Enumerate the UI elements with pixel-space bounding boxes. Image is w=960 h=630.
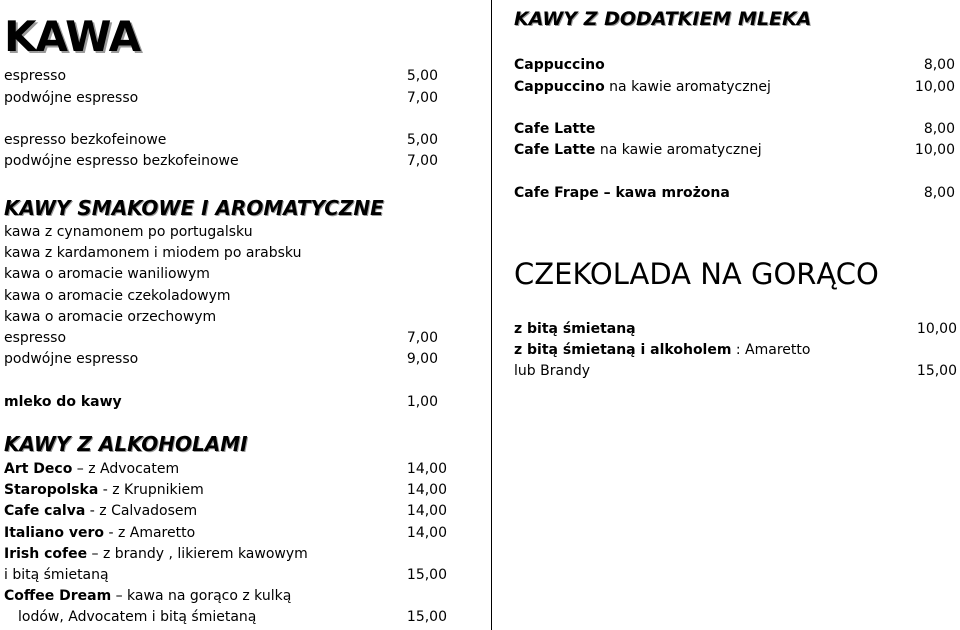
menu-item-milk-addon [4, 392, 438, 413]
item-name: podwójne espresso [4, 90, 139, 106]
menu-item [4, 307, 438, 328]
menu-item [514, 183, 955, 204]
item-desc: lodów, Advocatem i bitą śmietaną [18, 609, 257, 625]
item-name: kawa o aromacie orzechowym [4, 309, 217, 325]
menu-item [4, 130, 438, 151]
item-name: kawa z kardamonem i miodem po arabsku [4, 245, 302, 261]
item-name-bold: Irish cofee [4, 546, 88, 562]
menu-item [4, 328, 438, 349]
item-price: 9,00 [406, 351, 438, 367]
item-desc: – z brandy , likierem kawowym [87, 546, 308, 562]
item-name-bold: Cappuccino [514, 57, 605, 73]
item-name: espresso [4, 330, 67, 346]
item-desc: : Amaretto [731, 342, 811, 358]
item-name-bold: Cafe calva [4, 503, 86, 519]
section-title-chocolate: CZEKOLADA NA GORĄCO [514, 257, 879, 291]
menu-item [514, 340, 957, 361]
item-price: 5,00 [406, 132, 438, 148]
item-name: kawa o aromacie czekoladowym [4, 288, 231, 304]
menu-item [4, 88, 438, 109]
item-price: 14,00 [406, 482, 447, 498]
item-desc: - z Amaretto [104, 525, 196, 541]
menu-item [18, 607, 447, 628]
item-name: kawa o aromacie waniliowym [4, 266, 210, 282]
menu-item [514, 140, 955, 161]
item-name-bold: Cafe Latte [514, 121, 596, 137]
item-price: 8,00 [923, 185, 955, 201]
item-name-bold: Art Deco [4, 461, 73, 477]
item-price: 7,00 [406, 153, 438, 169]
item-price: 7,00 [406, 90, 438, 106]
item-desc: – z Advocatem [72, 461, 180, 477]
item-price: 14,00 [406, 525, 447, 541]
menu-item [4, 501, 447, 522]
item-price: 10,00 [914, 79, 955, 95]
item-name-bold: Cappuccino [514, 79, 605, 95]
item-price: 8,00 [923, 121, 955, 137]
item-name-bold: Cafe Frape – kawa mrożona [514, 185, 730, 201]
item-price: 5,00 [406, 68, 438, 84]
item-name: espresso bezkofeinowe [4, 132, 167, 148]
menu-item [514, 77, 955, 98]
menu-item [514, 119, 955, 140]
menu-item [4, 586, 447, 607]
menu-item [4, 151, 438, 172]
item-name-bold: Cafe Latte [514, 142, 596, 158]
menu-title: KAWA [4, 12, 141, 61]
menu-item [514, 319, 957, 340]
item-name: podwójne espresso [4, 351, 139, 367]
menu-item [4, 459, 447, 480]
section-title-alcohol: KAWY Z ALKOHOLAMI [4, 432, 248, 456]
item-name: mleko do kawy [4, 394, 122, 410]
item-price: 15,00 [406, 609, 447, 625]
item-price: 15,00 [406, 567, 447, 583]
item-desc: - z Calvadosem [85, 503, 198, 519]
menu-item [4, 480, 447, 501]
item-desc: na kawie aromatycznej [604, 79, 771, 95]
menu-item [514, 55, 955, 76]
item-name-bold: Coffee Dream [4, 588, 112, 604]
item-name-bold: Italiano vero [4, 525, 104, 541]
menu-item [4, 544, 447, 565]
item-name-bold: Staropolska [4, 482, 99, 498]
item-name-bold: z bitą śmietaną i alkoholem [514, 342, 732, 358]
item-name: kawa z cynamonem po portugalsku [4, 224, 253, 240]
menu-item [514, 361, 957, 382]
item-price: 14,00 [406, 503, 447, 519]
menu-item [4, 66, 438, 87]
item-price: 8,00 [923, 57, 955, 73]
item-desc: lub Brandy [514, 363, 591, 379]
item-desc: – kawa na gorąco z kulką [111, 588, 292, 604]
item-name-bold: z bitą śmietaną [514, 321, 636, 337]
menu-item [4, 349, 438, 370]
item-price: 14,00 [406, 461, 447, 477]
item-desc: na kawie aromatycznej [595, 142, 762, 158]
section-title-flavored: KAWY SMAKOWE I AROMATYCZNE [4, 196, 384, 220]
menu-item [4, 565, 447, 586]
item-desc: i bitą śmietaną [4, 567, 109, 583]
menu-item [4, 286, 438, 307]
item-price: 7,00 [406, 330, 438, 346]
menu-item [4, 222, 438, 243]
column-divider [491, 0, 492, 630]
menu-item [4, 243, 438, 264]
section-title-milk: KAWY Z DODATKIEM MLEKA [514, 8, 812, 30]
item-price: 15,00 [916, 363, 957, 379]
item-name: espresso [4, 68, 67, 84]
item-desc: - z Krupnikiem [98, 482, 204, 498]
item-price: 10,00 [914, 142, 955, 158]
item-price: 10,00 [916, 321, 957, 337]
item-price: 1,00 [406, 394, 438, 410]
menu-item [4, 523, 447, 544]
menu-item [4, 264, 438, 285]
item-name: podwójne espresso bezkofeinowe [4, 153, 239, 169]
